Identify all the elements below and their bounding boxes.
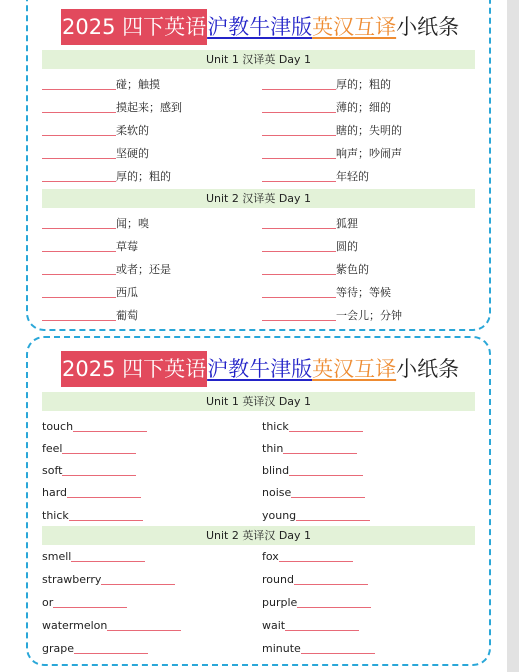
answer-blank[interactable] xyxy=(42,320,116,321)
list-item: noise xyxy=(262,485,365,503)
worksheet-card-chinese-to-english xyxy=(26,0,491,331)
answer-blank[interactable] xyxy=(262,135,336,136)
list-item: 紫色的 xyxy=(262,262,369,280)
answer-blank[interactable] xyxy=(74,653,148,654)
answer-blank[interactable] xyxy=(262,297,336,298)
unit1-header: Unit 1 汉译英 Day 1 xyxy=(42,50,475,69)
answer-blank[interactable] xyxy=(42,89,116,90)
answer-blank[interactable] xyxy=(262,320,336,321)
vertical-scrollbar[interactable] xyxy=(507,0,519,672)
answer-blank[interactable] xyxy=(62,453,136,454)
answer-blank[interactable] xyxy=(62,475,136,476)
answer-blank[interactable] xyxy=(283,453,357,454)
list-item: 响声；吵闹声 xyxy=(262,146,402,164)
answer-blank[interactable] xyxy=(67,497,141,498)
list-item: 西瓜 xyxy=(42,285,138,303)
list-item: 等待；等候 xyxy=(262,285,391,303)
answer-blank[interactable] xyxy=(262,251,336,252)
title-type: 英汉互译 xyxy=(312,357,397,381)
answer-blank[interactable] xyxy=(289,475,363,476)
answer-blank[interactable] xyxy=(289,431,363,432)
list-item: fox xyxy=(262,549,353,567)
title-type: 英汉互译 xyxy=(312,15,397,39)
list-item: 柔软的 xyxy=(42,123,149,141)
answer-blank[interactable] xyxy=(262,274,336,275)
list-item: 年轻的 xyxy=(262,169,369,187)
list-item: feel xyxy=(42,441,136,459)
list-item: watermelon xyxy=(42,618,181,636)
answer-blank[interactable] xyxy=(71,561,145,562)
answer-blank[interactable] xyxy=(53,607,127,608)
list-item: 碰；触摸 xyxy=(42,77,160,95)
answer-blank[interactable] xyxy=(42,251,116,252)
title-edition: 沪教牛津版 xyxy=(207,357,313,381)
list-item: purple xyxy=(262,595,371,613)
list-item: smell xyxy=(42,549,145,567)
answer-blank[interactable] xyxy=(262,89,336,90)
list-item: wait xyxy=(262,618,359,636)
answer-blank[interactable] xyxy=(301,653,375,654)
list-item: 闻；嗅 xyxy=(42,216,149,234)
answer-blank[interactable] xyxy=(279,561,353,562)
list-item: 薄的；细的 xyxy=(262,100,391,118)
worksheet-title xyxy=(61,351,459,387)
list-item: thin xyxy=(262,441,357,459)
title-suffix: 小纸条 xyxy=(396,15,460,39)
answer-blank[interactable] xyxy=(262,112,336,113)
list-item: 圆的 xyxy=(262,239,358,257)
title-suffix: 小纸条 xyxy=(396,357,460,381)
title-grade: 2025 四下英语 xyxy=(61,351,207,387)
answer-blank[interactable] xyxy=(262,228,336,229)
answer-blank[interactable] xyxy=(42,228,116,229)
list-item: 坚硬的 xyxy=(42,146,149,164)
worksheet-card-english-to-chinese xyxy=(26,336,491,666)
unit2-header: Unit 2 汉译英 Day 1 xyxy=(42,189,475,208)
list-item: 厚的；粗的 xyxy=(262,77,391,95)
answer-blank[interactable] xyxy=(296,520,370,521)
answer-blank[interactable] xyxy=(42,297,116,298)
answer-blank[interactable] xyxy=(285,630,359,631)
answer-blank[interactable] xyxy=(42,181,116,182)
list-item: young xyxy=(262,508,370,526)
list-item: hard xyxy=(42,485,141,503)
answer-blank[interactable] xyxy=(42,274,116,275)
unit1-header: Unit 1 英译汉 Day 1 xyxy=(42,392,475,411)
unit2-header: Unit 2 英译汉 Day 1 xyxy=(42,526,475,545)
list-item: 或者；还是 xyxy=(42,262,171,280)
list-item: 瞎的；失明的 xyxy=(262,123,402,141)
worksheet-title xyxy=(61,9,459,45)
list-item: 一会儿；分钟 xyxy=(262,308,402,326)
list-item: grape xyxy=(42,641,148,659)
list-item: 狐狸 xyxy=(262,216,358,234)
list-item: or xyxy=(42,595,127,613)
list-item: 葡萄 xyxy=(42,308,138,326)
answer-blank[interactable] xyxy=(73,431,147,432)
answer-blank[interactable] xyxy=(291,497,365,498)
title-grade: 2025 四下英语 xyxy=(61,9,207,45)
answer-blank[interactable] xyxy=(42,135,116,136)
answer-blank[interactable] xyxy=(294,584,368,585)
answer-blank[interactable] xyxy=(262,181,336,182)
answer-blank[interactable] xyxy=(262,158,336,159)
list-item: touch xyxy=(42,419,147,437)
answer-blank[interactable] xyxy=(42,112,116,113)
list-item: minute xyxy=(262,641,375,659)
list-item: round xyxy=(262,572,368,590)
list-item: blind xyxy=(262,463,363,481)
title-edition: 沪教牛津版 xyxy=(207,15,313,39)
answer-blank[interactable] xyxy=(69,520,143,521)
list-item: 草莓 xyxy=(42,239,138,257)
list-item: 厚的；粗的 xyxy=(42,169,171,187)
answer-blank[interactable] xyxy=(101,584,175,585)
list-item: thick xyxy=(262,419,363,437)
answer-blank[interactable] xyxy=(297,607,371,608)
list-item: strawberry xyxy=(42,572,175,590)
list-item: 摸起来；感到 xyxy=(42,100,182,118)
list-item: soft xyxy=(42,463,136,481)
answer-blank[interactable] xyxy=(107,630,181,631)
answer-blank[interactable] xyxy=(42,158,116,159)
list-item: thick xyxy=(42,508,143,526)
